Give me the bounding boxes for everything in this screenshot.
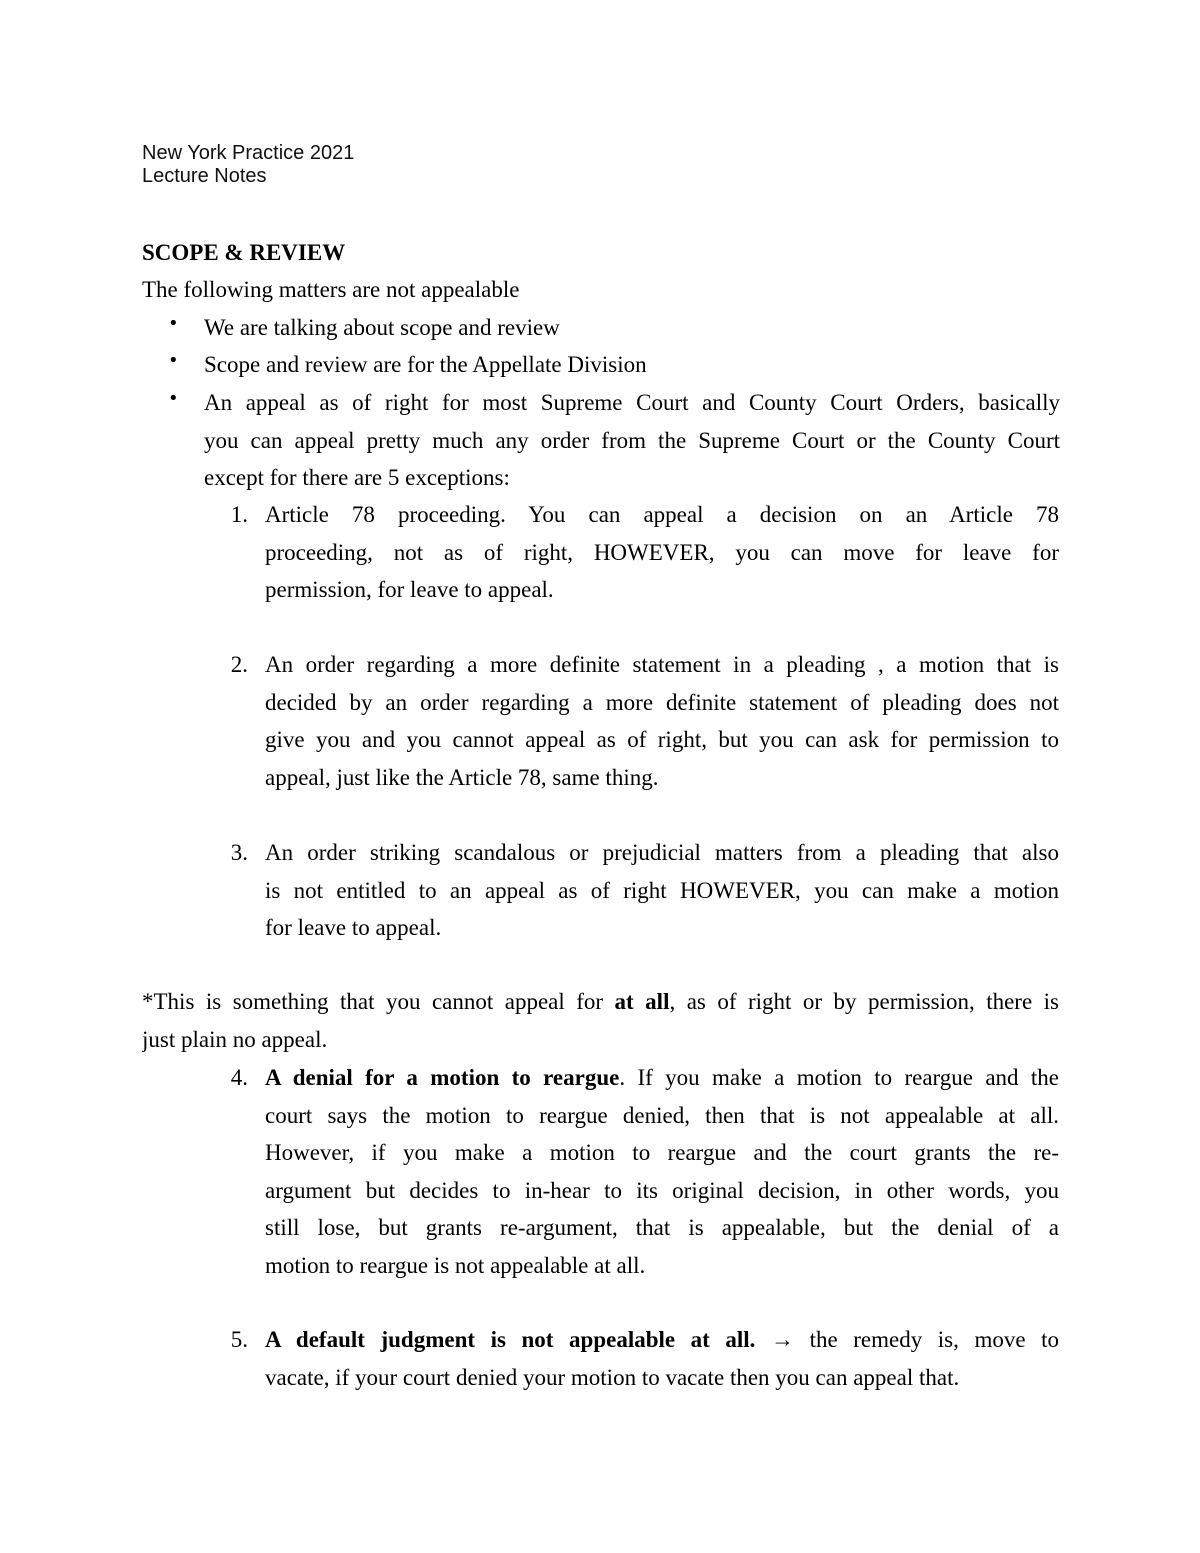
- list-item-line: [265, 1059, 1059, 1097]
- list-item-line: appeal, just like the Article 78, same thing.: [265, 764, 659, 790]
- list-item-line: decided by an order regarding a more definite statement of pleading does not: [265, 689, 1059, 715]
- bullet-marker: •: [168, 350, 179, 371]
- list-number: 1.: [230, 502, 248, 527]
- list-item-4-rest: . If you make a motion to reargue and the: [619, 1065, 1059, 1090]
- list-item-line: An order regarding a more definite statement in a pleading , a motion that is: [265, 652, 1059, 677]
- list-item-line: proceeding, not as of right, HOWEVER, you can move for leave for: [265, 539, 1059, 565]
- list-item-line: vacate, if your court denied your motion to vacate then you can appeal that.: [265, 1364, 960, 1390]
- list-number: 2.: [230, 652, 248, 677]
- bullet-item-1: We are talking about scope and review: [204, 315, 560, 340]
- list-item-line: for leave to appeal.: [265, 915, 442, 940]
- note-prefix: *This is something that you cannot appeal for: [142, 989, 615, 1014]
- header-subtitle: Lecture Notes: [142, 165, 267, 187]
- list-item-4-bold: A denial for a motion to reargue: [265, 1065, 620, 1090]
- note-line: [142, 983, 1059, 1021]
- list-item-line: give you and you cannot appeal as of right, but you can ask for permission to: [265, 727, 1059, 752]
- bullet-item-3-line: you can appeal pretty much any order from the Supreme Court or the County Court: [204, 427, 1060, 453]
- list-item-line: However, if you make a motion to reargue and the court grants the re-: [265, 1140, 1059, 1165]
- list-number: 4.: [230, 1065, 248, 1090]
- list-item-5-rest: the remedy is, move to: [794, 1327, 1059, 1352]
- bullet-item-3-line: except for there are 5 exceptions:: [204, 465, 510, 490]
- bullet-marker: •: [168, 388, 179, 409]
- section-intro: The following matters are not appealable: [142, 277, 520, 302]
- list-item-line: argument but decides to in-hear to its original decision, in other words, you: [265, 1177, 1059, 1203]
- list-item-line: An order striking scandalous or prejudicial matters from a pleading that also: [265, 840, 1059, 865]
- list-item-line: [265, 1321, 1059, 1359]
- bullet-item-3: [204, 384, 1060, 497]
- bullet-marker: •: [168, 313, 179, 334]
- list-item-line: Article 78 proceeding. You can appeal a decision on an Article 78: [265, 502, 1059, 527]
- list-item-4: [265, 1059, 1059, 1284]
- list-item-line: is not entitled to an appeal as of right HOWEVER, you can make a motion: [265, 877, 1059, 903]
- header-course-title: New York Practice 2021: [142, 142, 355, 164]
- note-line-2: just plain no appeal.: [142, 1026, 328, 1052]
- list-number: 3.: [230, 840, 248, 865]
- bullet-item-2: Scope and review are for the Appellate Division: [204, 352, 647, 377]
- list-item-5: [265, 1321, 1059, 1396]
- list-item-2: [265, 646, 1059, 796]
- arrow-right-icon: →: [771, 1327, 795, 1352]
- note-emphasis: at all: [614, 989, 670, 1014]
- list-number: 5.: [230, 1327, 248, 1352]
- list-item-line: court says the motion to reargue denied, then that is not appealable at all.: [265, 1102, 1059, 1128]
- note-paragraph: [142, 983, 1059, 1058]
- list-item-line: still lose, but grants re-argument, that is appealable, but the denial of a: [265, 1215, 1059, 1240]
- bullet-item-3-line: An appeal as of right for most Supreme Court and County Court Orders, basically: [204, 390, 1060, 415]
- list-item-5-bold: A default judgment is not appealable at all.: [265, 1327, 756, 1352]
- list-item-3: [265, 834, 1059, 947]
- section-title: SCOPE & REVIEW: [142, 240, 346, 265]
- note-suffix: , as of right or by permission, there is: [669, 989, 1059, 1014]
- list-item-line: permission, for leave to appeal.: [265, 577, 554, 602]
- list-item-1: [265, 496, 1059, 609]
- list-item-line: motion to reargue is not appealable at all.: [265, 1252, 646, 1278]
